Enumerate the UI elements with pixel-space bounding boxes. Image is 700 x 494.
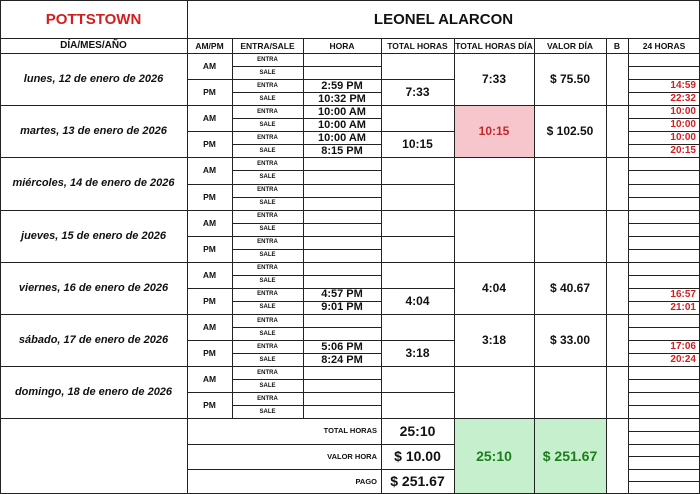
grid-vline [187,38,188,419]
day-date: viernes, 16 de enero de 2026 [18,281,169,294]
day-date: domingo, 18 de enero de 2026 [14,386,173,399]
grid-hline [628,301,700,302]
entry-label: ENTRA [257,395,278,402]
day-date: sábado, 17 de enero de 2026 [18,334,169,347]
grid-hline [628,249,700,250]
h24-value: 20:15 [670,145,696,157]
pm-label: PM [203,139,216,150]
pm-label: PM [203,400,216,411]
grid-hline [628,469,700,470]
time-value: 10:00 AM [318,131,366,144]
grid-hline [0,366,700,367]
h24-value: 17:06 [670,341,696,353]
total-hours-column-header: TOTAL HORAS [387,40,448,51]
grid-vline [606,418,607,494]
exit-label: SALE [259,330,276,337]
grid-hline [628,353,700,354]
grid-vline [0,0,1,494]
h24-value [628,197,700,210]
grid-hline [0,0,700,1]
grid-hline [381,184,455,185]
grid-hline [187,131,233,132]
h24-value [628,314,700,327]
grid-hline [232,92,382,93]
h24-value [628,327,700,340]
grid-hline [187,184,233,185]
grid-hline [232,118,382,119]
day-date: martes, 13 de enero de 2026 [20,125,167,138]
date-column-header: DÍA/MES/AÑO [60,40,127,51]
am-total-hours [381,157,454,183]
hourly-rate-label: VALOR HORA [327,451,377,461]
entry-label: ENTRA [257,213,278,220]
day-value: $ 33.00 [549,333,591,348]
pm-total-hours [381,184,454,210]
location-title: POTTSTOWN [45,10,142,28]
h24-value: 10:00 [670,119,696,131]
entry-label: ENTRA [257,187,278,194]
time-value [303,53,381,66]
am-label: AM [202,113,217,124]
pm-label: PM [203,191,216,202]
pm-total-hours: 3:18 [405,346,430,361]
h24-value [628,249,700,262]
grid-hline [628,340,700,341]
grid-hline [232,405,382,406]
entry-label: ENTRA [257,108,278,115]
grid-hline [381,340,455,341]
exit-label: SALE [259,278,276,285]
day-value [534,366,606,418]
time-value [303,66,381,79]
grid-hline [628,481,700,482]
day-date: miércoles, 14 de enero de 2026 [12,177,175,190]
am-label: AM [202,269,217,280]
time-value [303,275,381,288]
am-total-hours [381,262,454,288]
grid-hline [628,275,700,276]
entry-label: ENTRA [257,317,278,324]
pm-total-hours: 10:15 [402,137,433,152]
h24-value [628,275,700,288]
grid-hline [628,288,700,289]
entry-label: ENTRA [257,160,278,167]
grid-hline [232,144,382,145]
grid-hline [232,184,382,185]
entry-label: ENTRA [257,291,278,298]
pm-label: PM [203,243,216,254]
grid-hline [0,418,700,419]
pm-total-hours: 7:33 [405,85,430,100]
grid-hline [0,210,700,211]
entry-exit-column-header: ENTRA/SALE [240,40,295,51]
grid-hline [187,444,455,445]
grid-hline [0,157,700,158]
grid-hline [628,66,700,67]
time-value [303,210,381,223]
entry-label: ENTRA [257,82,278,89]
entry-label: ENTRA [257,265,278,272]
exit-label: SALE [259,95,276,102]
time-value: 5:06 PM [321,340,363,353]
h24-value [628,66,700,79]
grid-hline [628,444,700,445]
grid-hline [628,144,700,145]
am-total-hours [381,314,454,340]
grid-hline [628,379,700,380]
time-value: 8:24 PM [321,353,363,366]
time-value [303,197,381,210]
grid-vline [606,38,607,419]
grid-hline [0,38,700,39]
time-value: 2:59 PM [321,79,363,92]
h24-value [628,392,700,405]
am-label: AM [202,61,217,72]
grid-hline [628,431,700,432]
time-value [303,236,381,249]
entry-label: ENTRA [257,343,278,350]
exit-label: SALE [259,69,276,76]
h24-value: 20:24 [670,354,696,366]
h24-value [628,53,700,66]
pm-label: PM [203,87,216,98]
day-total-hours: 10:15 [454,105,534,157]
day-value: $ 102.50 [546,124,594,139]
time-value [303,405,381,418]
total-hours-label: TOTAL HORAS [323,426,377,436]
pm-total-hours [381,236,454,262]
grid-hline [381,131,455,132]
am-label: AM [202,322,217,333]
grid-vline [454,38,455,419]
time-value: 10:00 AM [318,105,366,118]
h24-value: 10:00 [670,106,696,118]
time-value [303,170,381,183]
grid-hline [0,262,700,263]
h24-value: 14:59 [670,80,696,92]
h24-value [628,157,700,170]
grid-hline [628,236,700,237]
grid-vline [534,418,535,494]
h24-value [628,223,700,236]
grid-hline [232,340,382,341]
pm-label: PM [203,348,216,359]
grid-hline [628,405,700,406]
grid-vline [381,38,382,419]
b-column-header: B [613,40,621,51]
entry-label: ENTRA [257,134,278,141]
day-date: lunes, 12 de enero de 2026 [23,73,164,86]
h24-value: 16:57 [670,288,696,300]
h24-value: 10:00 [670,132,696,144]
grid-hline [381,236,455,237]
h24-value [628,366,700,379]
day-total-hours [454,210,534,262]
ampm-column-header: AM/PM [195,40,224,51]
am-total-hours [381,105,454,131]
am-total-hours [381,210,454,236]
pay-label: PAGO [355,476,377,486]
time-value: 9:01 PM [321,301,363,314]
grid-vline [534,38,535,419]
grid-hline [232,236,382,237]
time-value [303,184,381,197]
day-value: $ 75.50 [549,72,591,87]
am-label: AM [202,217,217,228]
h24-value [628,405,700,418]
summary-total-hours-day: 25:10 [454,418,534,494]
employee-name: LEONEL ALARCON [373,10,514,28]
grid-hline [187,340,233,341]
grid-vline [454,418,455,494]
exit-label: SALE [259,121,276,128]
grid-hline [232,275,382,276]
time-value: 8:15 PM [321,144,363,157]
grid-hline [381,392,455,393]
day-value-column-header: VALOR DÍA [546,40,594,51]
time-value: 10:32 PM [318,92,366,105]
time-value [303,249,381,262]
grid-hline [232,170,382,171]
grid-hline [232,353,382,354]
h24-value [628,262,700,275]
grid-hline [0,105,700,106]
grid-hline [628,79,700,80]
grid-hline [628,131,700,132]
time-value [303,314,381,327]
day-value: $ 40.67 [549,280,591,295]
day-total-hours: 7:33 [481,72,507,87]
grid-hline [628,392,700,393]
am-total-hours [381,366,454,392]
grid-hline [0,53,700,54]
grid-hline [187,288,233,289]
time-value [303,379,381,392]
grid-hline [187,236,233,237]
entry-label: ENTRA [257,369,278,376]
exit-label: SALE [259,304,276,311]
day-total-hours: 4:04 [481,280,507,295]
time-value [303,366,381,379]
grid-vline [381,418,382,494]
day-value [534,157,606,209]
grid-hline [232,301,382,302]
pm-total-hours: 4:04 [405,293,430,308]
grid-hline [628,118,700,119]
grid-hline [232,288,382,289]
grid-hline [187,469,455,470]
day-total-hours: 3:18 [481,333,507,348]
time-value [303,223,381,236]
entry-label: ENTRA [257,56,278,63]
h24-value: 22:32 [670,93,696,105]
grid-hline [628,92,700,93]
hourly-rate-value: $ 10.00 [394,448,441,465]
day-value [534,210,606,262]
total-hours-value: 25:10 [399,422,436,439]
grid-vline [232,38,233,419]
grid-hline [232,392,382,393]
exit-label: SALE [259,173,276,180]
grid-hline [0,314,700,315]
total-hours-day-column-header: TOTAL HORAS DÍA [455,40,533,51]
grid-hline [187,79,233,80]
am-label: AM [202,165,217,176]
h24-value: 21:01 [670,301,696,313]
exit-label: SALE [259,226,276,233]
time-column-header: HORA [329,40,355,51]
grid-hline [628,456,700,457]
time-value [303,262,381,275]
h24-value [628,170,700,183]
exit-label: SALE [259,356,276,363]
grid-hline [232,379,382,380]
grid-hline [232,249,382,250]
grid-hline [232,131,382,132]
grid-hline [628,223,700,224]
day-date: jueves, 15 de enero de 2026 [21,229,166,242]
entry-label: ENTRA [257,239,278,246]
pay-value: $ 251.67 [390,473,445,490]
grid-hline [232,66,382,67]
grid-hline [232,79,382,80]
h24-value [628,184,700,197]
grid-hline [628,327,700,328]
grid-hline [187,392,233,393]
exit-label: SALE [259,408,276,415]
day-total-hours [454,366,534,418]
h24-column-header: 24 HORAS [642,40,686,51]
time-value [303,392,381,405]
time-value: 10:00 AM [318,118,366,131]
grid-hline [628,184,700,185]
grid-vline [303,38,304,419]
pm-label: PM [203,295,216,306]
h24-value [628,379,700,392]
am-total-hours [381,53,454,79]
grid-hline [381,79,455,80]
h24-value [628,210,700,223]
exit-label: SALE [259,200,276,207]
h24-value [628,236,700,249]
grid-hline [232,223,382,224]
day-total-hours [454,157,534,209]
pm-total-hours [381,392,454,418]
summary-total-value: $ 251.67 [534,418,606,494]
grid-hline [232,197,382,198]
grid-hline [381,288,455,289]
time-value [303,327,381,340]
exit-label: SALE [259,382,276,389]
exit-label: SALE [259,252,276,259]
exit-label: SALE [259,147,276,154]
am-label: AM [202,374,217,385]
grid-hline [628,170,700,171]
grid-vline [628,38,629,419]
grid-hline [232,327,382,328]
time-value [303,157,381,170]
grid-hline [628,197,700,198]
time-value: 4:57 PM [321,288,363,301]
